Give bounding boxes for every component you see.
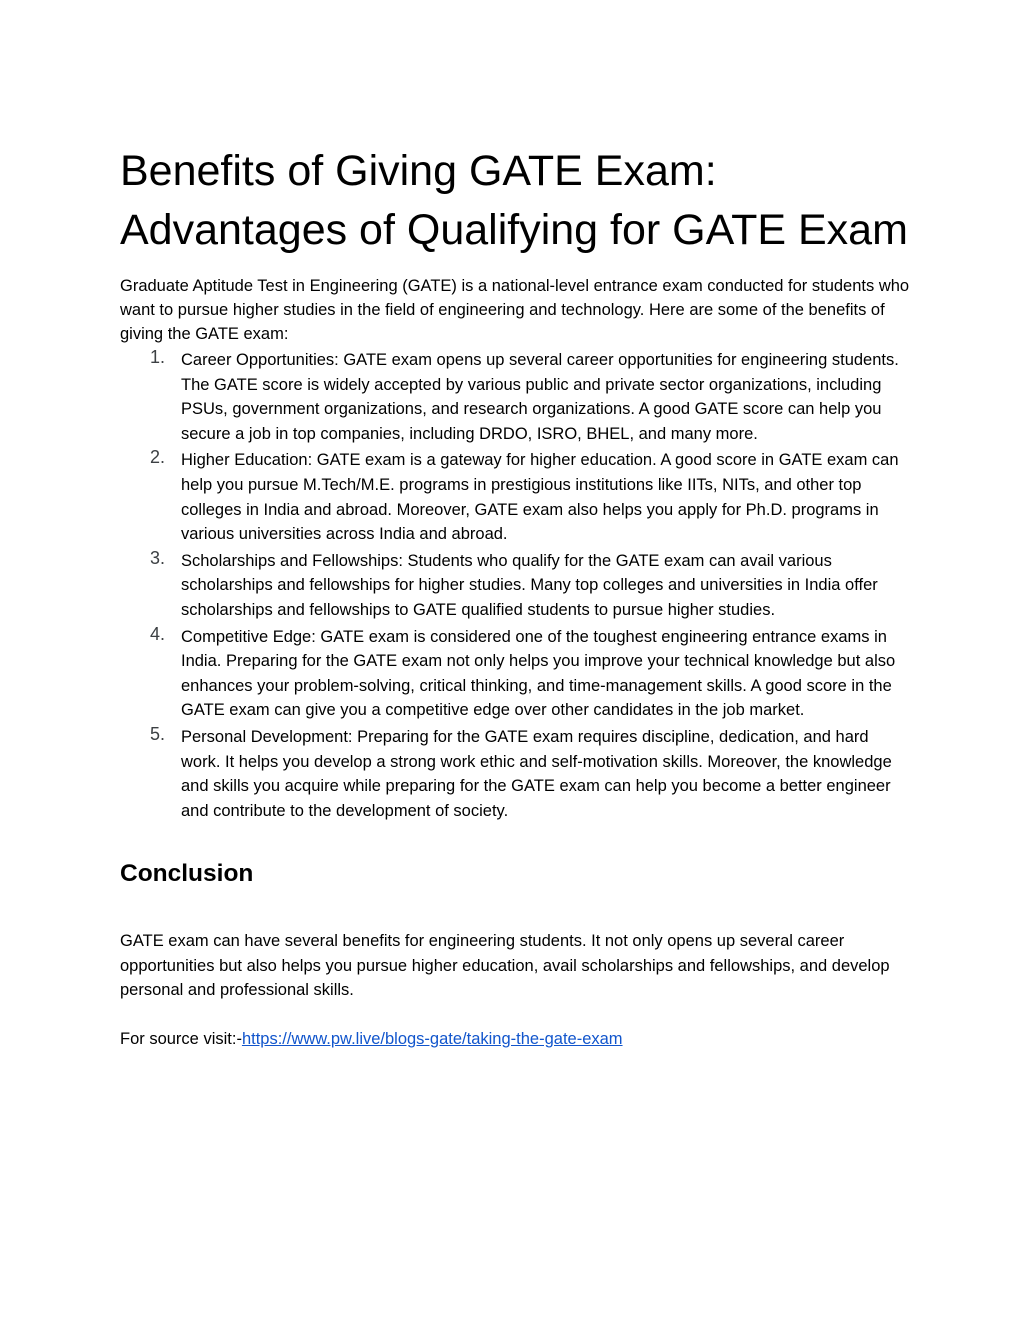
list-item-text: Personal Development: Preparing for the GATE exam requires discipline, dedication, and hard work. It helps you develop a strong work ethic and self-motivation skills. Moreover, the knowledge and skills you acquire while preparing for the GATE exam can help you become a better engineer and contribute to the development of society. <box>181 727 892 820</box>
list-item-number: 2. <box>150 447 166 468</box>
list-item <box>120 625 910 723</box>
source-line <box>120 1027 910 1051</box>
list-item <box>120 348 910 446</box>
page-title: Benefits of Giving GATE Exam: Advantages of Qualifying for GATE Exam <box>120 147 908 254</box>
list-item-text: Scholarships and Fellowships: Students who qualify for the GATE exam can avail various scholarships and fellowships for higher studies. Many top colleges and universities in India offer scholarships and fellowships to GATE qualified students to pursue higher studies. <box>181 551 878 619</box>
list-item-text: Higher Education: GATE exam is a gateway for higher education. A good score in GATE exam can help you pursue M.Tech/M.E. programs in prestigious institutions like IITs, NITs, and other top colleges in India and abroad. Moreover, GATE exam also helps you apply for Ph.D. programs in various universities across India and abroad. <box>181 451 899 544</box>
source-prefix: For source visit:- <box>120 1030 242 1049</box>
list-item-number: 4. <box>150 623 166 644</box>
document-page <box>120 142 910 1051</box>
list-item-text: Career Opportunities: GATE exam opens up several career opportunities for engineering students. The GATE score is widely accepted by various public and private sector organizations, including PSUs, government organizations, and research organizations. A good GATE score can help you secure a job in top companies, including DRDO, ISRO, BHEL, and many more. <box>181 351 899 443</box>
source-link[interactable]: https://www.pw.live/blogs-gate/taking-the-gate-exam <box>241 1030 623 1049</box>
list-item-number: 3. <box>150 547 166 568</box>
list-item <box>120 448 910 546</box>
benefits-list <box>120 348 910 823</box>
intro-paragraph: Graduate Aptitude Test in Engineering (GATE) is a national-level entrance exam conducted for students who want to pursue higher studies in the field of engineering and technology. Here are some of the benefits of giving the GATE exam: <box>120 277 910 343</box>
list-item-number: 5. <box>150 723 166 744</box>
list-item <box>120 549 910 623</box>
conclusion-heading: Conclusion <box>120 860 254 888</box>
conclusion-paragraph: GATE exam can have several benefits for engineering students. It not only opens up several career opportunities but also helps you pursue higher education, avail scholarships and fellowships, and develop personal and professional skills. <box>120 932 890 1000</box>
list-item <box>120 725 910 823</box>
list-item-number: 1. <box>150 347 166 367</box>
list-item-text: Competitive Edge: GATE exam is considered one of the toughest engineering entrance exams in India. Preparing for the GATE exam not only helps you improve your technical knowledge but also enhances your problem-solving, critical thinking, and time-management skills. A good score in the GATE exam can give you a competitive edge over other candidates in the job market. <box>181 627 896 720</box>
